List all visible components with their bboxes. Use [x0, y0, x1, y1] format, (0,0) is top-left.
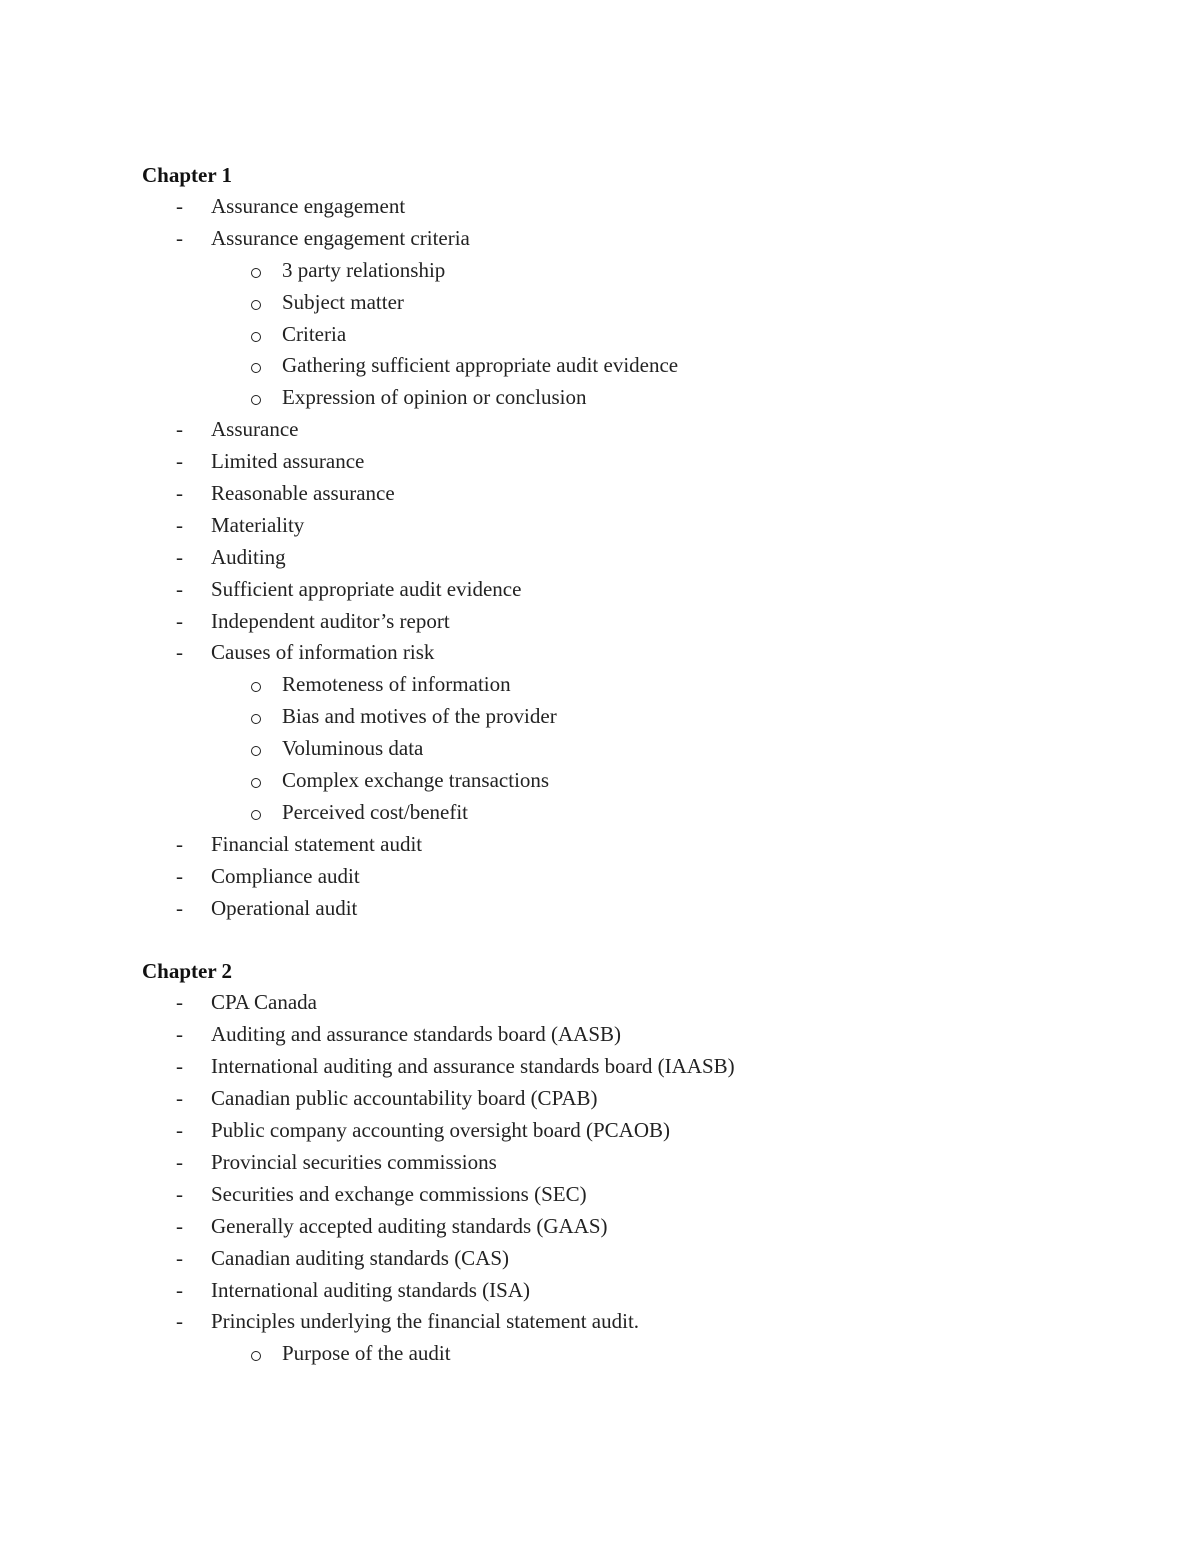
sub-list-item — [142, 319, 1142, 351]
list-item — [142, 637, 1142, 669]
dash-bullet-icon: - — [176, 449, 183, 474]
list-item-text: Assurance — [211, 417, 299, 442]
dash-bullet-icon: - — [176, 895, 183, 920]
list-item — [142, 861, 1142, 893]
list-item-text: Canadian auditing standards (CAS) — [211, 1245, 510, 1270]
list-item — [142, 191, 1142, 223]
dash-bullet-icon: - — [176, 1086, 183, 1111]
list-item — [142, 1243, 1142, 1275]
bullet-list — [142, 987, 1142, 1370]
list-item — [142, 1179, 1142, 1211]
dash-bullet-icon: - — [176, 990, 183, 1015]
dash-bullet-icon: - — [176, 1245, 183, 1270]
list-item-text: Financial statement audit — [211, 831, 423, 856]
list-item — [142, 446, 1142, 478]
dash-bullet-icon: - — [176, 544, 183, 569]
list-item — [142, 987, 1142, 1019]
list-item-text: Public company accounting oversight board (PCAOB) — [211, 1118, 671, 1143]
list-item-text: Securities and exchange commissions (SEC) — [211, 1181, 587, 1206]
list-item-text: Provincial securities commissions — [211, 1149, 497, 1174]
list-item-text: International auditing standards (ISA) — [211, 1277, 530, 1302]
dash-bullet-icon: - — [176, 608, 183, 633]
list-item-text: Expression of opinion or conclusion — [282, 385, 587, 410]
dash-bullet-icon: - — [176, 1277, 183, 1302]
circle-bullet-icon — [251, 682, 261, 692]
sub-list-item — [142, 765, 1142, 797]
list-item-text: Canadian public accountability board (CPAB) — [211, 1086, 598, 1111]
circle-bullet-icon — [251, 363, 261, 373]
circle-bullet-icon — [251, 332, 261, 342]
chapter-heading: Chapter 2 — [142, 959, 233, 984]
dash-bullet-icon: - — [176, 576, 183, 601]
list-item-text: Sufficient appropriate audit evidence — [211, 576, 522, 601]
sub-list-item — [142, 733, 1142, 765]
list-item — [142, 1051, 1142, 1083]
circle-bullet-icon — [251, 746, 261, 756]
list-item-text: Assurance engagement — [211, 194, 406, 218]
list-item-text: Compliance audit — [211, 863, 360, 888]
dash-bullet-icon: - — [176, 194, 183, 218]
dash-bullet-icon: - — [176, 1022, 183, 1047]
circle-bullet-icon — [251, 810, 261, 820]
list-item — [142, 574, 1142, 606]
list-item-text: Materiality — [211, 512, 305, 537]
list-item-text: Independent auditor’s report — [211, 608, 450, 633]
list-item-text: Assurance engagement criteria — [211, 225, 470, 250]
circle-bullet-icon — [251, 395, 261, 405]
dash-bullet-icon: - — [176, 1149, 183, 1174]
sub-list-item — [142, 1338, 1142, 1370]
dash-bullet-icon: - — [176, 1054, 183, 1079]
sub-list-item — [142, 350, 1142, 382]
dash-bullet-icon: - — [176, 512, 183, 537]
list-item-text: Subject matter — [282, 289, 404, 314]
list-item — [142, 893, 1142, 925]
list-item — [142, 1275, 1142, 1307]
circle-bullet-icon — [251, 268, 261, 278]
list-item — [142, 223, 1142, 255]
dash-bullet-icon: - — [176, 1118, 183, 1143]
dash-bullet-icon: - — [176, 863, 183, 888]
circle-bullet-icon — [251, 1351, 261, 1361]
bullet-list — [142, 191, 1142, 924]
list-item-text: Bias and motives of the provider — [282, 704, 557, 729]
list-item-text: Reasonable assurance — [211, 481, 395, 506]
dash-bullet-icon: - — [176, 1213, 183, 1238]
list-item-text: Gathering sufficient appropriate audit evidence — [282, 353, 679, 378]
dash-bullet-icon: - — [176, 417, 183, 442]
list-item — [142, 414, 1142, 446]
dash-bullet-icon: - — [176, 831, 183, 856]
dash-bullet-icon: - — [176, 1181, 183, 1206]
list-item-text: Criteria — [282, 321, 347, 346]
list-item-text: Generally accepted auditing standards (GAAS) — [211, 1213, 608, 1238]
list-item-text: Voluminous data — [282, 736, 424, 761]
list-item-text: Perceived cost/benefit — [282, 799, 469, 824]
list-item — [142, 542, 1142, 574]
list-item-text: Limited assurance — [211, 449, 365, 474]
sub-list-item — [142, 669, 1142, 701]
chapter-section — [142, 159, 1142, 924]
dash-bullet-icon: - — [176, 640, 183, 665]
list-item — [142, 1019, 1142, 1051]
sub-list-item — [142, 797, 1142, 829]
list-item — [142, 829, 1142, 861]
list-item — [142, 606, 1142, 638]
chapter-heading: Chapter 1 — [142, 163, 233, 187]
document-page — [142, 159, 1142, 1370]
dash-bullet-icon: - — [176, 1309, 183, 1334]
list-item-text: CPA Canada — [211, 990, 317, 1015]
list-item-text: 3 party relationship — [282, 257, 446, 282]
list-item — [142, 1211, 1142, 1243]
list-item — [142, 510, 1142, 542]
dash-bullet-icon: - — [176, 481, 183, 506]
list-item-text: Principles underlying the financial statement audit. — [211, 1309, 640, 1334]
list-item-text: Purpose of the audit — [282, 1341, 451, 1366]
list-item — [142, 1147, 1142, 1179]
sub-list-item — [142, 287, 1142, 319]
sub-list-item — [142, 382, 1142, 414]
list-item-text: Auditing and assurance standards board (AASB) — [211, 1022, 621, 1047]
list-item-text: Operational audit — [211, 895, 358, 920]
list-item — [142, 1115, 1142, 1147]
list-item-text: Remoteness of information — [282, 672, 511, 697]
list-item-text: International auditing and assurance standards board (IAASB) — [211, 1054, 735, 1079]
sub-list-item — [142, 701, 1142, 733]
section-spacer — [142, 924, 1142, 955]
dash-bullet-icon: - — [176, 225, 183, 250]
chapter-section — [142, 955, 1142, 1370]
list-item-text: Causes of information risk — [211, 640, 435, 665]
list-item — [142, 478, 1142, 510]
list-item — [142, 1306, 1142, 1338]
list-item-text: Complex exchange transactions — [282, 768, 550, 793]
circle-bullet-icon — [251, 714, 261, 724]
list-item — [142, 1083, 1142, 1115]
list-item-text: Auditing — [211, 544, 286, 569]
circle-bullet-icon — [251, 778, 261, 788]
sub-list-item — [142, 255, 1142, 287]
circle-bullet-icon — [251, 300, 261, 310]
